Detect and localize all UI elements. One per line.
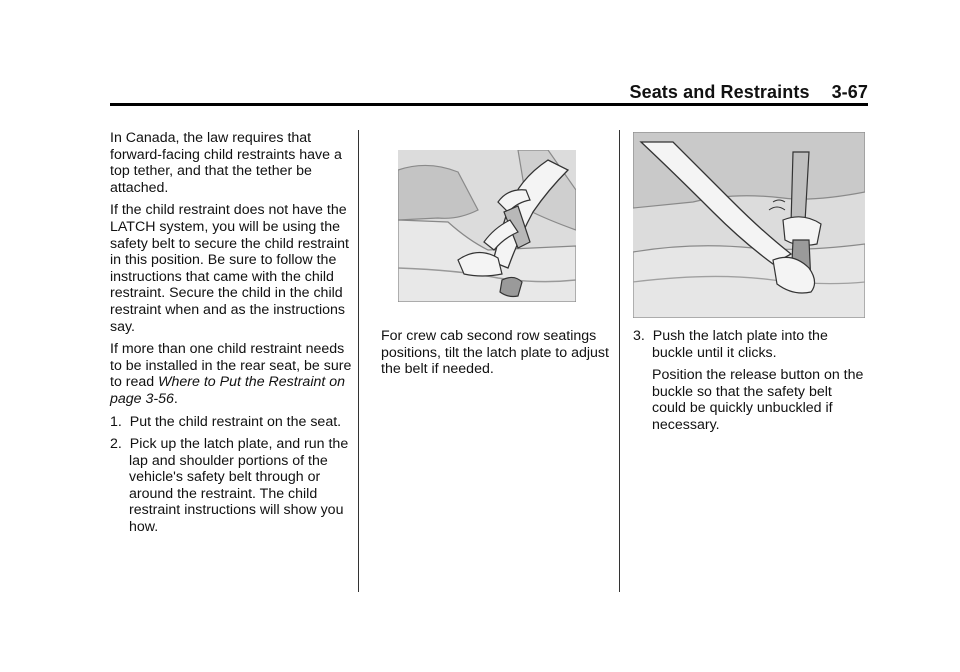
paragraph-multiple-restraints: If more than one child restraint needs to be installed in the rear seat, be sure to read Where to Put the Restraint on page 3-56. [110, 341, 352, 407]
buckle-latch-illustration [633, 132, 865, 318]
latch-plate-tilt-illustration [398, 150, 576, 302]
page-reference-link[interactable]: Where to Put the Restraint on page 3-56 [110, 374, 346, 407]
step-3: 3. Push the latch plate into the buckle until it clicks. [633, 328, 828, 361]
step-2: 2. Pick up the latch plate, and run the lap and shoulder portions of the vehicle's safety belt through or around the restraint. The child restraint instructions will show you how. [110, 436, 349, 536]
section-title: Seats and Restraints [629, 82, 810, 102]
header-rule [110, 103, 868, 106]
step-3-detail: Position the release button on the buckle so that the safety belt could be quickly unbuckled if necessary. [652, 367, 864, 433]
paragraph-canada: In Canada, the law requires that forward-facing child restraints have a top tether, and that the tether be attached. [110, 130, 342, 196]
column-divider [358, 130, 359, 592]
column-3 [633, 328, 865, 440]
column-2-caption [381, 328, 611, 384]
page-number: 3-67 [831, 82, 868, 102]
step-1: 1. Put the child restraint on the seat. [110, 413, 342, 430]
page-header [629, 82, 868, 103]
column-1 [110, 130, 355, 542]
column-divider [619, 130, 620, 592]
paragraph-no-latch: If the child restraint does not have the LATCH system, you will be using the safety belt to secure the child restraint in this position. Be sure to follow the instructions that came with the child restraint. Secure the child in the child restraint when and as the instructions say. [110, 202, 349, 335]
caption-crew-cab: For crew cab second row seatings positions, tilt the latch plate to adjust the belt if needed. [381, 328, 609, 378]
